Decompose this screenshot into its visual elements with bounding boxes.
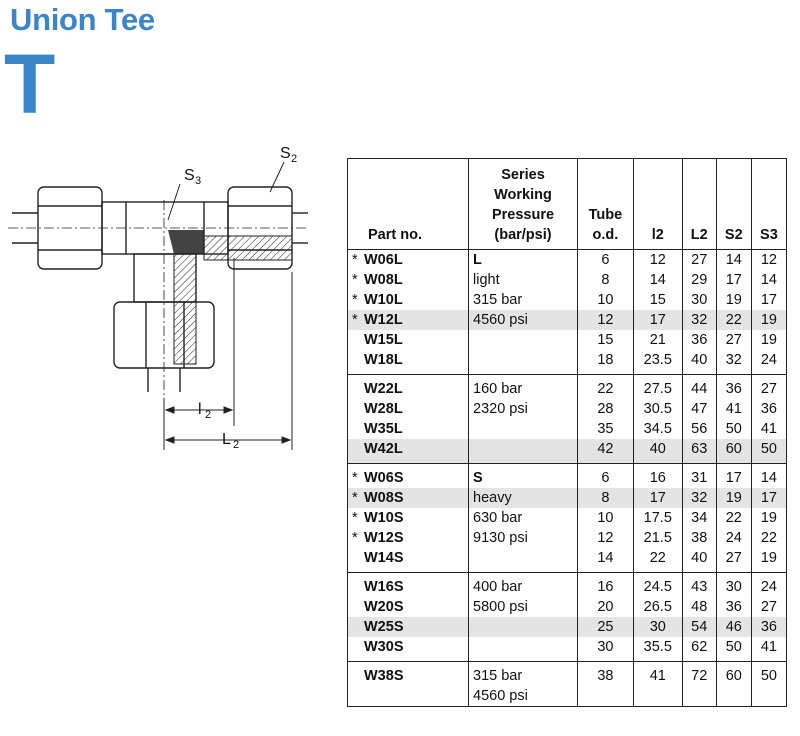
cell-series (469, 439, 578, 464)
cell-part-label: W28L (364, 401, 403, 417)
cell-tube-od: 14 (578, 548, 634, 573)
cell-part-no (348, 662, 469, 687)
table-row (348, 439, 787, 464)
cell-L2: 48 (682, 597, 716, 617)
cell-L2: 31 (682, 464, 716, 489)
cell-series (469, 597, 578, 617)
cell-S3: 24 (751, 573, 786, 598)
table-row (348, 573, 787, 598)
cell-L2: 54 (682, 617, 716, 637)
cell-L2: 47 (682, 399, 716, 419)
cell-S2: 46 (716, 617, 751, 637)
cell-star: * (352, 490, 358, 506)
cell-S3 (751, 686, 786, 707)
table-row (348, 637, 787, 662)
cell-series (469, 270, 578, 290)
cell-S3: 19 (751, 310, 786, 330)
cell-part-label: W10S (364, 510, 404, 526)
cell-series (469, 548, 578, 573)
cell-series-label: 5800 psi (473, 599, 528, 615)
cell-series-label: 630 bar (473, 510, 523, 526)
table-row (348, 375, 787, 400)
cell-part-no (348, 464, 469, 489)
cell-L2: 43 (682, 573, 716, 598)
cell-S2: 60 (716, 439, 751, 464)
cell-series-label: 160 bar (473, 381, 523, 397)
cell-S3: 19 (751, 330, 786, 350)
cell-series (469, 330, 578, 350)
cell-tube-od: 12 (578, 310, 634, 330)
label-L2: L (222, 431, 231, 448)
cell-S3: 36 (751, 617, 786, 637)
cell-S3: 24 (751, 350, 786, 375)
cell-l2: 24.5 (633, 573, 682, 598)
cell-S2: 24 (716, 528, 751, 548)
cell-tube-od: 8 (578, 488, 634, 508)
table-row (348, 310, 787, 330)
cell-S3: 22 (751, 528, 786, 548)
cell-series (469, 662, 578, 687)
cell-S2: 22 (716, 508, 751, 528)
cell-S2: 36 (716, 597, 751, 617)
cell-l2: 14 (633, 270, 682, 290)
cell-S2 (716, 686, 751, 707)
cell-tube-od: 38 (578, 662, 634, 687)
label-l2: l (198, 401, 202, 418)
header-part-no: Part no. (348, 159, 469, 250)
cell-L2: 34 (682, 508, 716, 528)
cell-S3: 19 (751, 548, 786, 573)
union-tee-drawing (8, 140, 308, 470)
table-row (348, 597, 787, 617)
cell-S2: 14 (716, 250, 751, 271)
cell-part-label: W20S (364, 599, 404, 615)
cell-tube-od: 35 (578, 419, 634, 439)
cell-S2: 50 (716, 637, 751, 662)
cell-part-no (348, 439, 469, 464)
cell-part-no (348, 508, 469, 528)
cell-part-label: W42L (364, 441, 403, 457)
cell-l2: 22 (633, 548, 682, 573)
cell-l2: 30.5 (633, 399, 682, 419)
table-row (348, 488, 787, 508)
cell-l2: 27.5 (633, 375, 682, 400)
cell-series-label: L (473, 252, 482, 268)
cell-l2: 21.5 (633, 528, 682, 548)
cell-L2: 63 (682, 439, 716, 464)
cell-part-label: W06S (364, 470, 404, 486)
cell-tube-od: 22 (578, 375, 634, 400)
cell-part-no (348, 573, 469, 598)
cell-series (469, 399, 578, 419)
cell-l2: 23.5 (633, 350, 682, 375)
product-code: T (4, 37, 56, 131)
cell-l2: 26.5 (633, 597, 682, 617)
cell-part-label: W12L (364, 312, 403, 328)
header-tube-od: Tube o.d. (578, 159, 634, 250)
label-L2-sub: 2 (233, 439, 240, 451)
cell-tube-od: 15 (578, 330, 634, 350)
cell-L2: 44 (682, 375, 716, 400)
dimensions-table (347, 158, 787, 707)
cell-l2: 21 (633, 330, 682, 350)
cell-S2: 50 (716, 419, 751, 439)
cell-L2: 56 (682, 419, 716, 439)
cell-star: * (352, 272, 358, 288)
cell-l2: 41 (633, 662, 682, 687)
cell-L2: 40 (682, 548, 716, 573)
cell-tube-od: 8 (578, 270, 634, 290)
cell-part-label: W35L (364, 421, 403, 437)
cell-part-label: W10L (364, 292, 403, 308)
cell-series-label: 400 bar (473, 579, 523, 595)
cell-series-label: S (473, 470, 483, 486)
cell-part-no (348, 488, 469, 508)
cell-S2: 17 (716, 464, 751, 489)
cell-S2: 27 (716, 548, 751, 573)
cell-tube-od: 42 (578, 439, 634, 464)
label-s3-sub: 3 (195, 175, 202, 187)
cell-part-no (348, 290, 469, 310)
cell-star: * (352, 510, 358, 526)
table-row (348, 548, 787, 573)
cell-L2: 72 (682, 662, 716, 687)
cell-L2: 30 (682, 290, 716, 310)
cell-part-label: W15L (364, 332, 403, 348)
cell-L2: 32 (682, 488, 716, 508)
cell-S2: 30 (716, 573, 751, 598)
cell-series (469, 375, 578, 400)
cell-S2: 60 (716, 662, 751, 687)
cell-series-label: 315 bar (473, 292, 523, 308)
label-s2: S (280, 145, 291, 162)
cell-l2: 34.5 (633, 419, 682, 439)
cell-part-no (348, 270, 469, 290)
cell-part-label: W18L (364, 352, 403, 368)
cell-S3: 50 (751, 439, 786, 464)
cell-part-no (348, 617, 469, 637)
cell-part-label: W22L (364, 381, 403, 397)
cell-tube-od: 20 (578, 597, 634, 617)
cell-S3: 14 (751, 270, 786, 290)
cell-S3: 41 (751, 637, 786, 662)
table-row (348, 662, 787, 687)
cell-part-no (348, 637, 469, 662)
cell-tube-od: 28 (578, 399, 634, 419)
cell-S3: 17 (751, 488, 786, 508)
table-row (348, 686, 787, 707)
cell-series (469, 250, 578, 271)
cell-L2: 38 (682, 528, 716, 548)
table-row (348, 617, 787, 637)
cell-star: * (352, 470, 358, 486)
header-l2: l2 (633, 159, 682, 250)
cell-series-label: 4560 psi (473, 312, 528, 328)
cell-part-no (348, 399, 469, 419)
header-series: Series Working Pressure (bar/psi) (469, 159, 578, 250)
cell-series-label: heavy (473, 490, 512, 506)
cell-L2 (682, 686, 716, 707)
cell-part-label: W14S (364, 550, 404, 566)
cell-tube-od: 6 (578, 464, 634, 489)
cell-part-label: W30S (364, 639, 404, 655)
label-s2-sub: 2 (291, 153, 298, 165)
cell-series-label: 4560 psi (473, 688, 528, 704)
header-L2: L2 (682, 159, 716, 250)
cell-series (469, 419, 578, 439)
cell-L2: 27 (682, 250, 716, 271)
table-row (348, 528, 787, 548)
cell-tube-od: 18 (578, 350, 634, 375)
page-title: Union Tee (10, 2, 155, 37)
cell-L2: 32 (682, 310, 716, 330)
table-row (348, 399, 787, 419)
cell-S3: 27 (751, 375, 786, 400)
cell-part-no (348, 310, 469, 330)
header-S2: S2 (716, 159, 751, 250)
cell-l2: 16 (633, 464, 682, 489)
table-row (348, 464, 787, 489)
cell-series (469, 573, 578, 598)
table-row (348, 270, 787, 290)
cell-S3: 50 (751, 662, 786, 687)
cell-L2: 36 (682, 330, 716, 350)
cell-tube-od: 25 (578, 617, 634, 637)
cell-part-label: W08S (364, 490, 404, 506)
cell-tube-od: 10 (578, 508, 634, 528)
table-header-row (348, 159, 787, 250)
cell-S2: 41 (716, 399, 751, 419)
label-l2-sub: 2 (205, 409, 212, 421)
cell-S2: 36 (716, 375, 751, 400)
table-row (348, 250, 787, 271)
cell-L2: 62 (682, 637, 716, 662)
cell-tube-od: 6 (578, 250, 634, 271)
cell-series (469, 617, 578, 637)
cell-tube-od: 30 (578, 637, 634, 662)
cell-L2: 40 (682, 350, 716, 375)
cell-series (469, 528, 578, 548)
table-row (348, 290, 787, 310)
cell-star: * (352, 252, 358, 268)
cell-series (469, 508, 578, 528)
cell-star: * (352, 312, 358, 328)
cell-S3: 14 (751, 464, 786, 489)
cell-tube-od (578, 686, 634, 707)
label-s3: S (184, 167, 195, 184)
cell-series-label: 315 bar (473, 668, 523, 684)
table-row (348, 508, 787, 528)
cell-star: * (352, 292, 358, 308)
cell-part-label: W12S (364, 530, 404, 546)
cell-tube-od: 16 (578, 573, 634, 598)
cell-part-no (348, 528, 469, 548)
cell-S3: 27 (751, 597, 786, 617)
cell-series (469, 464, 578, 489)
cell-tube-od: 10 (578, 290, 634, 310)
table-row (348, 419, 787, 439)
cell-l2: 40 (633, 439, 682, 464)
table-row (348, 350, 787, 375)
cell-l2: 15 (633, 290, 682, 310)
cell-part-no (348, 686, 469, 707)
table-body (348, 250, 787, 707)
cell-series-label: 2320 psi (473, 401, 528, 417)
cell-l2: 35.5 (633, 637, 682, 662)
cell-S3: 17 (751, 290, 786, 310)
cell-S3: 41 (751, 419, 786, 439)
cell-series (469, 310, 578, 330)
cell-part-label: W25S (364, 619, 404, 635)
cell-S2: 32 (716, 350, 751, 375)
cell-S2: 19 (716, 290, 751, 310)
cell-series (469, 488, 578, 508)
cell-series-label: light (473, 272, 500, 288)
cell-series (469, 290, 578, 310)
cell-S2: 27 (716, 330, 751, 350)
cell-part-no (348, 375, 469, 400)
cell-l2: 30 (633, 617, 682, 637)
cell-L2: 29 (682, 270, 716, 290)
cell-part-no (348, 597, 469, 617)
cell-part-label: W16S (364, 579, 404, 595)
cell-S2: 19 (716, 488, 751, 508)
cell-tube-od: 12 (578, 528, 634, 548)
cell-S3: 36 (751, 399, 786, 419)
cell-l2: 17 (633, 488, 682, 508)
cell-l2: 17.5 (633, 508, 682, 528)
cell-part-no (348, 419, 469, 439)
cell-star: * (352, 530, 358, 546)
cell-S2: 17 (716, 270, 751, 290)
cell-l2 (633, 686, 682, 707)
cell-l2: 17 (633, 310, 682, 330)
cell-part-label: W38S (364, 668, 404, 684)
cell-part-no (348, 350, 469, 375)
table-row (348, 330, 787, 350)
cell-part-label: W06L (364, 252, 403, 268)
cell-series (469, 350, 578, 375)
cell-series (469, 637, 578, 662)
cell-part-no (348, 548, 469, 573)
cell-part-no (348, 330, 469, 350)
header-S3: S3 (751, 159, 786, 250)
cell-S2: 22 (716, 310, 751, 330)
cell-part-no (348, 250, 469, 271)
cell-series (469, 686, 578, 707)
cell-S3: 19 (751, 508, 786, 528)
cell-part-label: W08L (364, 272, 403, 288)
cell-S3: 12 (751, 250, 786, 271)
cell-l2: 12 (633, 250, 682, 271)
cell-series-label: 9130 psi (473, 530, 528, 546)
